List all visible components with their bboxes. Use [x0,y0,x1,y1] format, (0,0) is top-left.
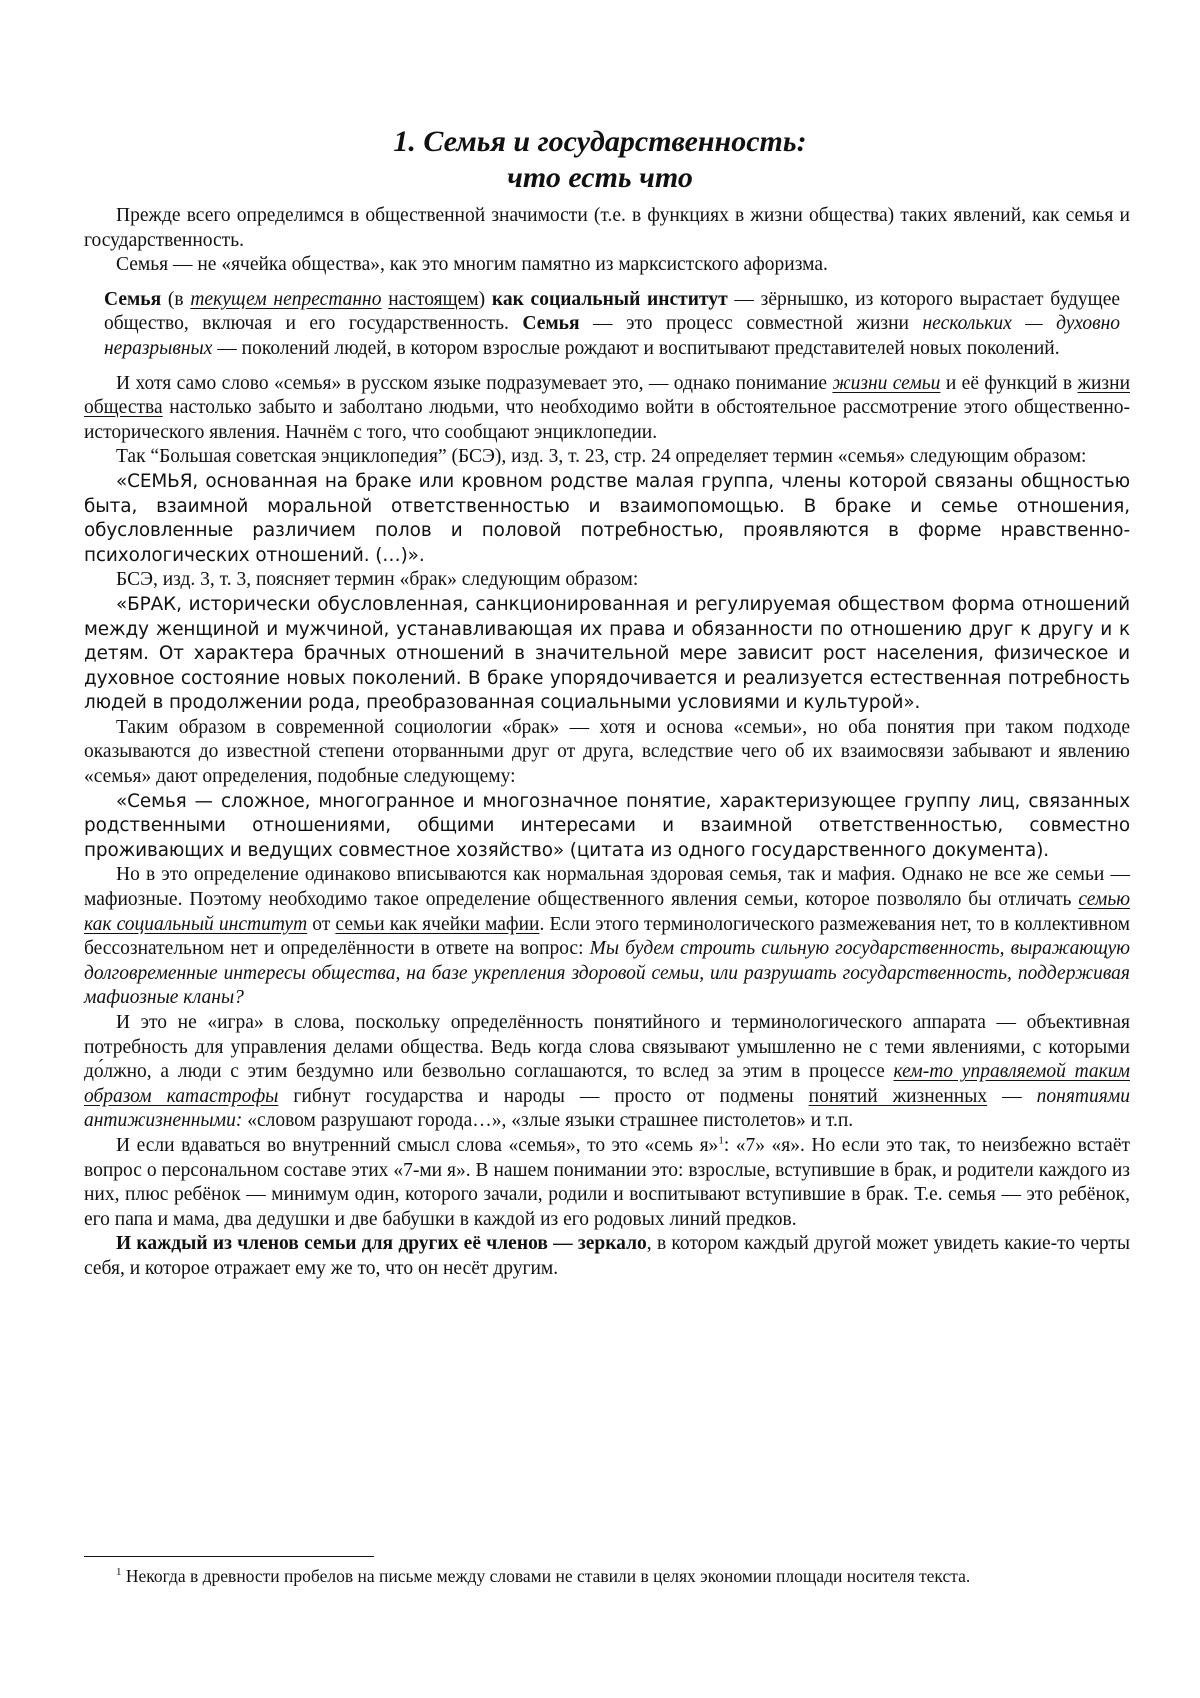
paragraph-1: Прежде всего определимся в общественной значимости (т.е. в функциях в жизни общества) таких явлений, как семья и государственность. [84,205,1130,251]
quote-marriage: «БРАК, исторически обусловленная, санкционированная и регулируемая обществом форма отношений между женщиной и мужчиной, устанавливающая их права и обязанности по отношению друг к другу и к детям. От характера брачных отношений в значительной мере зависит рост населения, физическое и духовное состояние новых поколений. В браке упорядочивается и реализуется естественная потребность людей в продолжении рода, преобразованная социальными условиями и культурой». [84,593,1130,714]
body-text [84,204,1130,1282]
paragraph-8: И это не «игра» в слова, поскольку определённость понятийного и терминологического аппарата — объективная потребность для управления делами общества. Ведь когда слова связывают умышленно не с теми явлениями, с которыми до́лжно, а люди с этим бездумно или безвольно соглашаются, то вслед за этим в процессе кем-то управляемой таким образом катастрофы гибнут государства и народы — просто от подмены понятий жизненных — понятиями антижизненными: «словом разрушают города…», «злые языки страшнее пистолетов» и т.п. [84,1012,1130,1132]
quote-family: «СЕМЬЯ, основанная на браке или кровном родстве малая группа, члены которой связаны общностью быта, взаимной моральной ответственностью и взаимопомощью. В браке и семье отношения, обусловленные различием полов и половой потребностью, проявляются в форме нравственно-психологических отношений. (…)». [84,470,1130,566]
paragraph-10: И каждый из членов семьи для других её членов — зеркало, в котором каждый другой может увидеть какие-то черты себя, и которое отражает ему же то, что он несёт другим. [84,1233,1130,1279]
footnote-divider [84,1556,374,1557]
paragraph-2: Семья — не «ячейка общества», как это многим памятно из марксистского афоризма. [116,254,828,276]
definition-box [84,288,1130,362]
footnote [84,1565,1130,1587]
chapter-title: 1. Семья и государственность: [393,125,807,158]
footnote-ref[interactable]: 1 [718,1134,724,1147]
paragraph-7: Но в это определение одинаково вписываются как нормальная здоровая семья, так и мафия. Однако не все же семьи — мафиозные. Поэтому необходимо такое определение общественного явления семьи, которое позволяло бы отличать семью как социальный институт от семьи как ячейки мафии. Если этого терминологического размежевания нет, то в коллективном бессознательном нет и определённости в ответе на вопрос: Мы будем строить сильную государственность, выражающую долговременные интересы общества, на базе укрепления здоровой семьи, или разрушать государственность, поддерживая мафиозные кланы? [84,864,1131,1009]
footnote-text: Некогда в древности пробелов на письме между словами не ставили в целях экономии площади носителя текста. [121,1566,971,1586]
chapter-subtitle: что есть что [507,161,693,194]
paragraph-3: И хотя само слово «семья» в русском языке подразумевает это, — однако понимание жизни семьи и её функций в жизни общества настолько забыто и заболтано людьми, что необходимо войти в обстоятельное рассмотрение этого общественно-исторического явления. Начнём с того, что сообщают энциклопедии. [84,372,1130,443]
paragraph-4: Так “Большая советская энциклопедия” (БСЭ), изд. 3, т. 23, стр. 24 определяет термин «семья» следующим образом: [116,446,1087,468]
paragraph-6: Таким образом в современной социологии «брак» — хотя и основа «семьи», но оба понятия при таком подходе оказываются до известной степени оторванными друг от друга, вследствие чего об их взаимосвязи забывают и явлению «семья» дают определения, подобные следующему: [84,716,1130,788]
footnote-mark: 1 [116,1566,122,1579]
paragraph-9: И если вдаваться во внутренний смысл слова «семья», то это «семь я»$^1$: «7» «я». Но если это так, то неизбежно встаёт вопрос о персональном составе этих «7-ми я». В нашем понимании это: взрослые, вступившие в брак, и родители каждого из них, плюс ребёнок — минимум один, которого зачали, родили и воспитывают вступившие в брак. Т.е. семья — это ребёнок, его папа и мама, два дедушки и две бабушки в каждой из его родовых линий предков. [84,1134,1130,1230]
quote-document: «Семья — сложное, многогранное и многозначное понятие, характеризующее группу лиц, связанных родственными отношениями, общими интересами и взаимной ответственностью, совместно проживающих и ведущих совместное хозяйство» (цитата из одного государственного документа). [84,790,1130,861]
paragraph-5: БСЭ, изд. 3, т. 3, поясняет термин «брак» следующим образом: [116,569,639,591]
definition-text: Семья (в текущем непрестанно настоящем) как социальный институт — зёрнышко, из которого вырастает будущее общество, включая и его государственность. Семья — это процесс совместной жизни нескольких — духовно неразрывных — поколений людей, в котором взрослые рождают и воспитывают представителей новых поколений. [104,288,1121,359]
